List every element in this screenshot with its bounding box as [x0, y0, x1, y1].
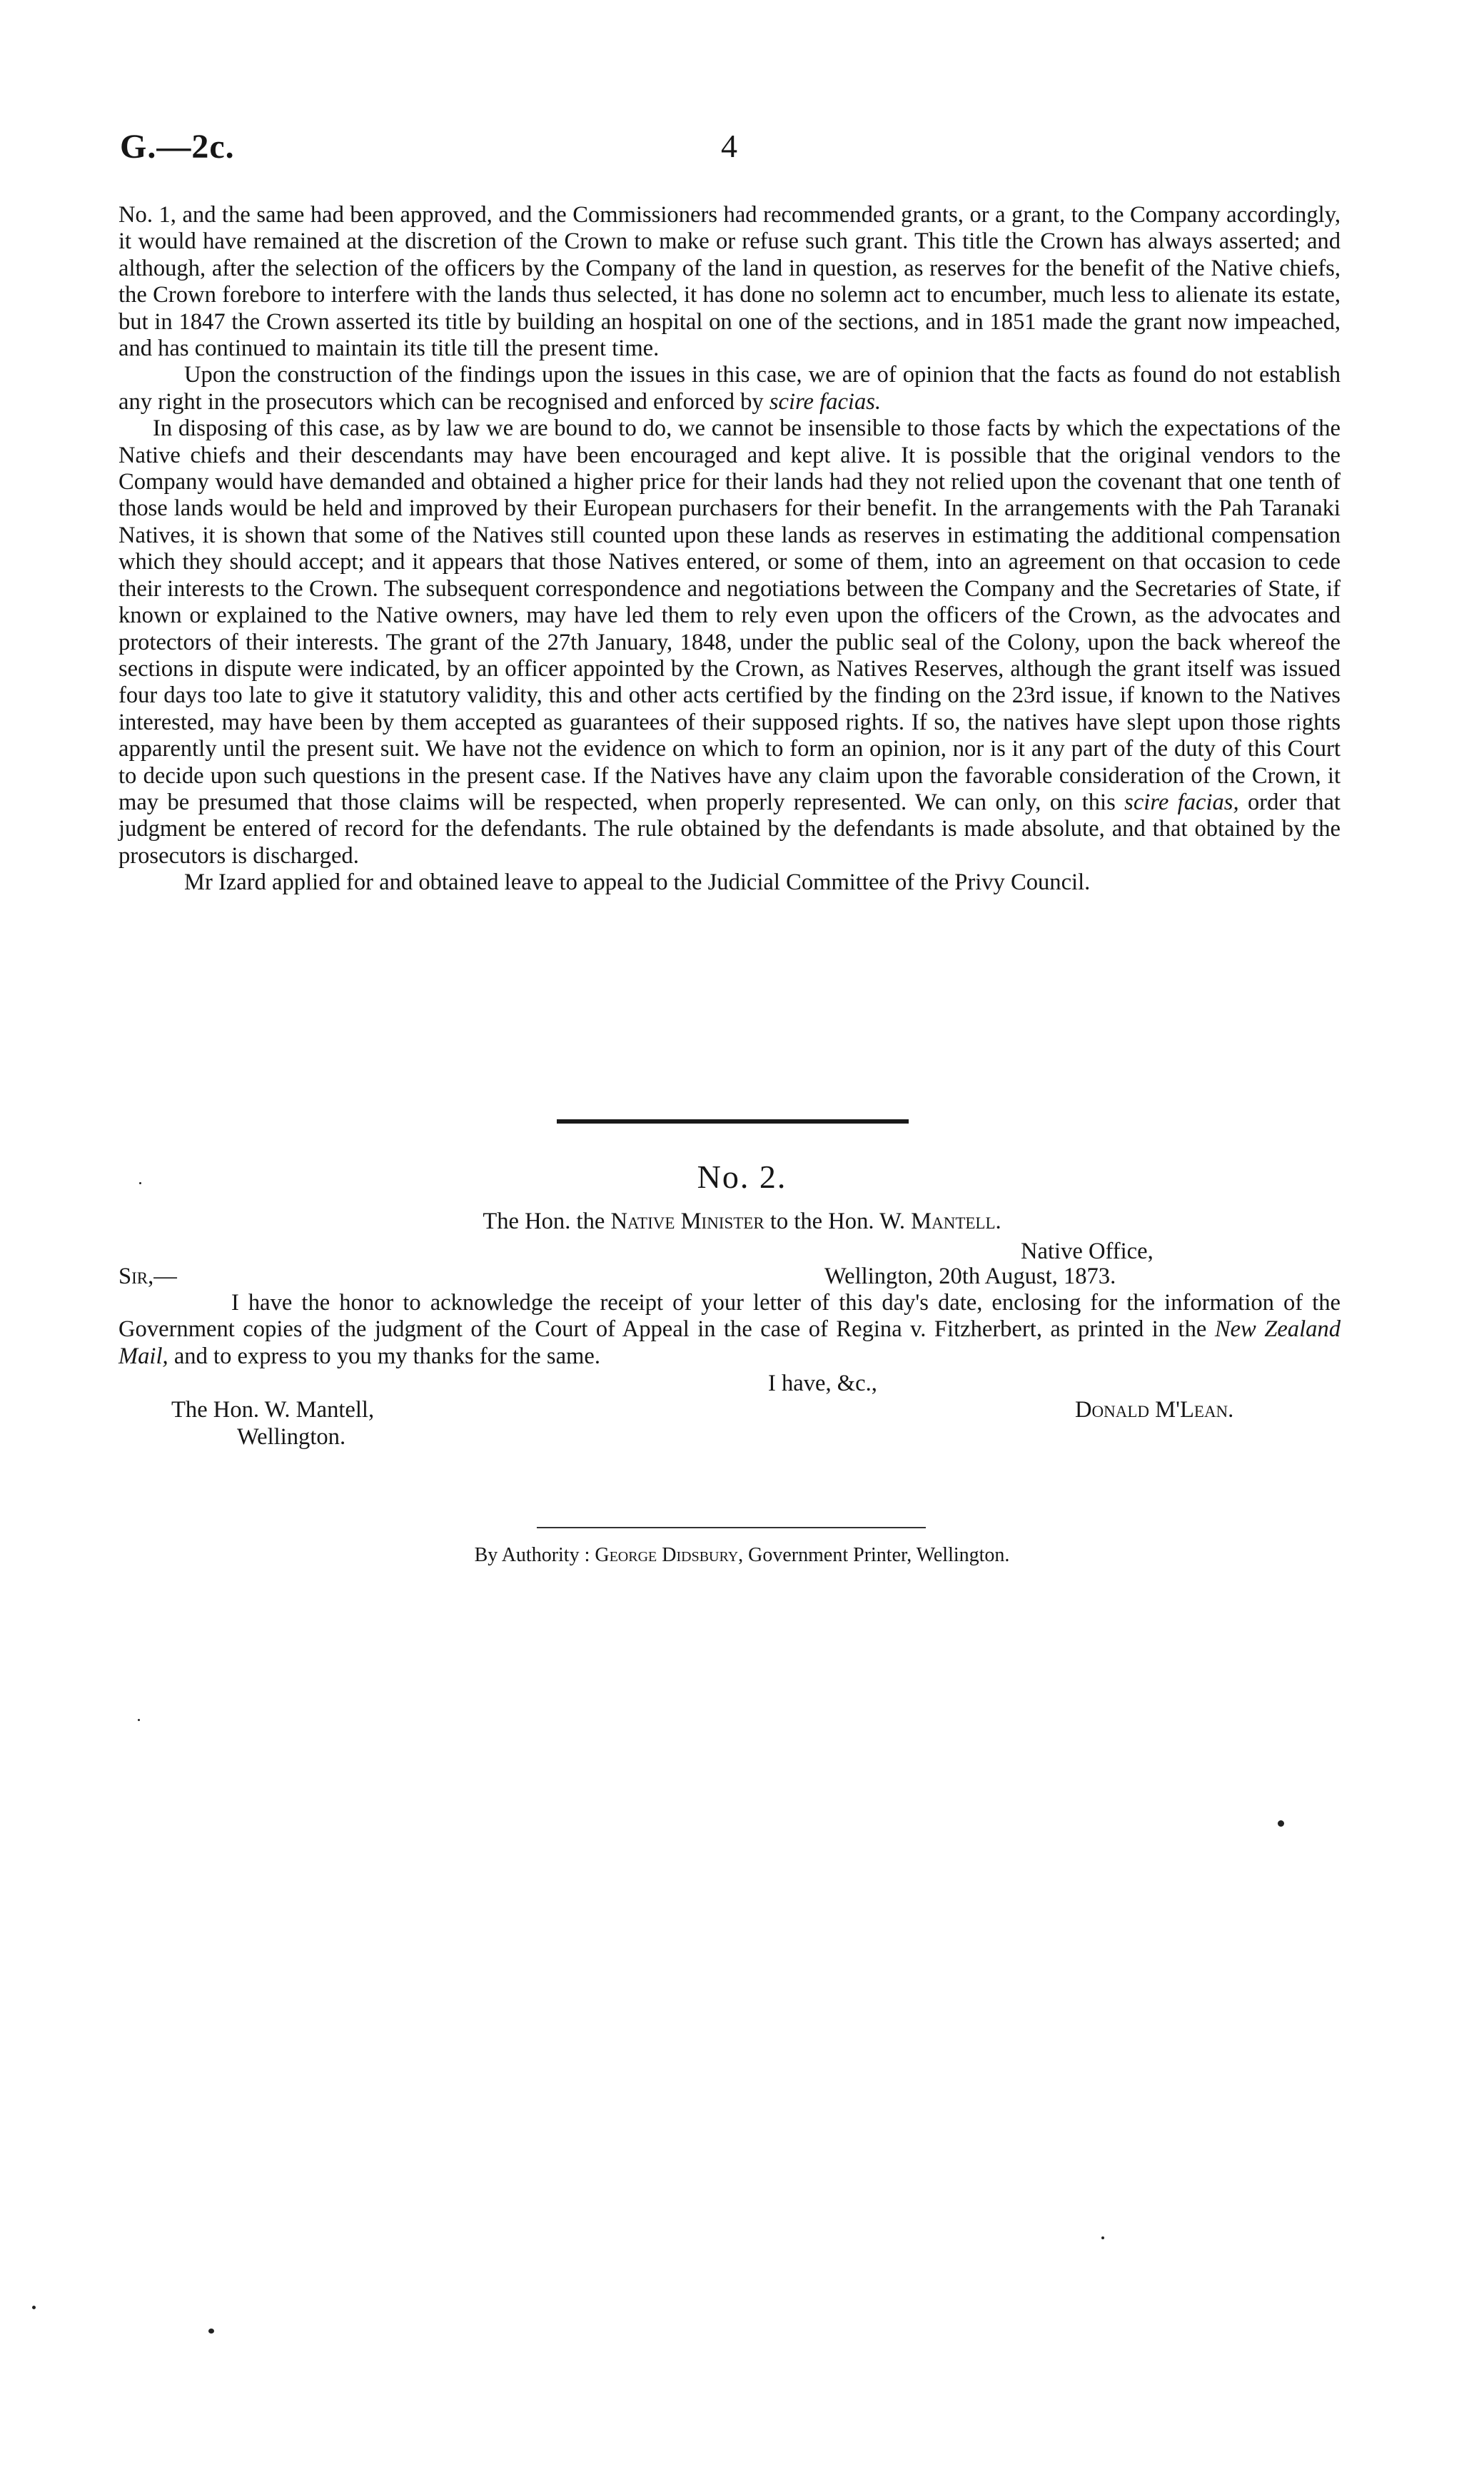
scan-speck: [139, 1182, 141, 1184]
title-middle: to the Hon. W.: [764, 1209, 912, 1234]
scan-speck: [208, 2329, 214, 2334]
addressee-city: Wellington.: [237, 1424, 346, 1450]
title-sender: Native Minister: [610, 1209, 764, 1234]
title-recipient: Mantell.: [911, 1209, 1001, 1234]
section-divider: [557, 1119, 909, 1124]
printer-name: George Didsbury,: [595, 1544, 744, 1566]
paragraph: [118, 869, 1341, 896]
paragraph: [118, 362, 1341, 415]
imprint-prefix: By Authority :: [474, 1544, 595, 1566]
paragraph: [118, 202, 1341, 362]
judgment-text: [118, 202, 1341, 897]
printer-imprint: [0, 1544, 1484, 1567]
text-run: Mr Izard applied for and obtained leave to appeal to the Judicial Committee of the Privy Council.: [184, 869, 1091, 896]
letter-number: No. 2.: [697, 1159, 787, 1195]
text-run: In disposing of this case, as by law we are bound to do, we cannot be insensible to those facts by which the expectations of the Native chiefs and their descendants may have been encouraged and kept alive. It is possible that the original vendors to the Company would have demanded and obtained a higher price for their lands had they not relied upon the covenant that one tenth of those lands would be held and improved by their European purchasers for their benefit. In the arrangements with the Pah Taranaki Natives, it is shown that some of the Natives still counted upon these lands as reserves in estimating the additional compensation which they should accept; and it appears that those Natives entered, or some of them, into an agreement on that occasion to cede their interests to the Crown. The subsequent correspondence and negotiations between the Company and the Secretaries of State, if known or explained to the Native owners, may have led them to rely even upon the officers of the Crown, as the advocates and protectors of their interests. The grant of the 27th January, 1848, under the public seal of the Colony, upon the back whereof the sections in dispute were indicated, by an officer appointed by the Crown, as Natives Reserves, although the grant itself was issued four days too late to give it statutory validity, this and other acts certified by the finding on the 23rd issue, if known to the Natives interested, may have been by them accepted as guarantees of their supposed rights. If so, the natives have slept upon those rights apparently until the present suit. We have not the evidence on which to form an opinion, nor is it any part of the duty of this Court to decide upon such questions in the present case. If the Natives have any claim upon the favorable consideration of the Crown, it may be presumed that those claims will be respected, when properly represented. We can only, on this: [118, 415, 1341, 815]
scan-speck: [138, 1719, 140, 1721]
addressee-name: The Hon. W. Mantell,: [171, 1397, 375, 1423]
paragraph: [118, 415, 1341, 869]
letter-body: [118, 1290, 1341, 1370]
document-reference: G.—2c.: [120, 128, 235, 166]
imprint-divider: [537, 1527, 926, 1528]
letter-closing: I have, &c.,: [768, 1371, 877, 1396]
sender-office: Native Office,: [1021, 1239, 1154, 1264]
scan-speck: [1101, 2236, 1104, 2239]
page-number: 4: [721, 128, 737, 164]
italic-text: scire facias,: [1124, 789, 1239, 815]
imprint-suffix: Government Printer, Wellington.: [743, 1544, 1010, 1566]
salutation: Sir,—: [118, 1263, 177, 1289]
italic-text: New Zealand Mail,: [118, 1316, 1341, 1369]
text-run: Upon the construction of the findings upon the issues in this case, we are of opinion that the facts as found do not establish any right in the prosecutors which can be recognised and enforced by: [118, 362, 1341, 415]
letter-title: [0, 1209, 1484, 1235]
text-run: I have the honor to acknowledge the receipt of your letter of this day's date, enclosing for the information of the Government copies of the judgment of the Court of Appeal in the case of Regina v. Fitzherbert, as printed in the: [118, 1290, 1341, 1343]
scan-speck: [1278, 1820, 1284, 1827]
italic-text: scire facias.: [769, 388, 882, 415]
text-run: and to express to you my thanks for the same.: [168, 1343, 600, 1369]
text-run: order that judgment be entered of record for the defendants. The rule obtained by the defendants is made absolute, and that obtained by the prosecutors is discharged.: [118, 789, 1341, 869]
title-prefix: The Hon. the: [483, 1209, 611, 1234]
signature: Donald M'Lean.: [1075, 1397, 1234, 1423]
scan-speck: [32, 2306, 36, 2309]
place-date: Wellington, 20th August, 1873.: [824, 1263, 1116, 1289]
text-run: No. 1, and the same had been approved, and the Commissioners had recommended grants, or a grant, to the Company accordingly, it would have remained at the discretion of the Crown to make or refuse such grant. This title the Crown has always asserted; and although, after the selection of the officers by the Company of the land in question, as reserves for the benefit of the Native chiefs, the Crown forebore to interfere with the lands thus selected, it has done no solemn act to encumber, much less to alienate its estate, but in 1847 the Crown asserted its title by building an hospital on one of the sections, and in 1851 made the grant now impeached, and has continued to maintain its title till the present time.: [118, 202, 1341, 362]
